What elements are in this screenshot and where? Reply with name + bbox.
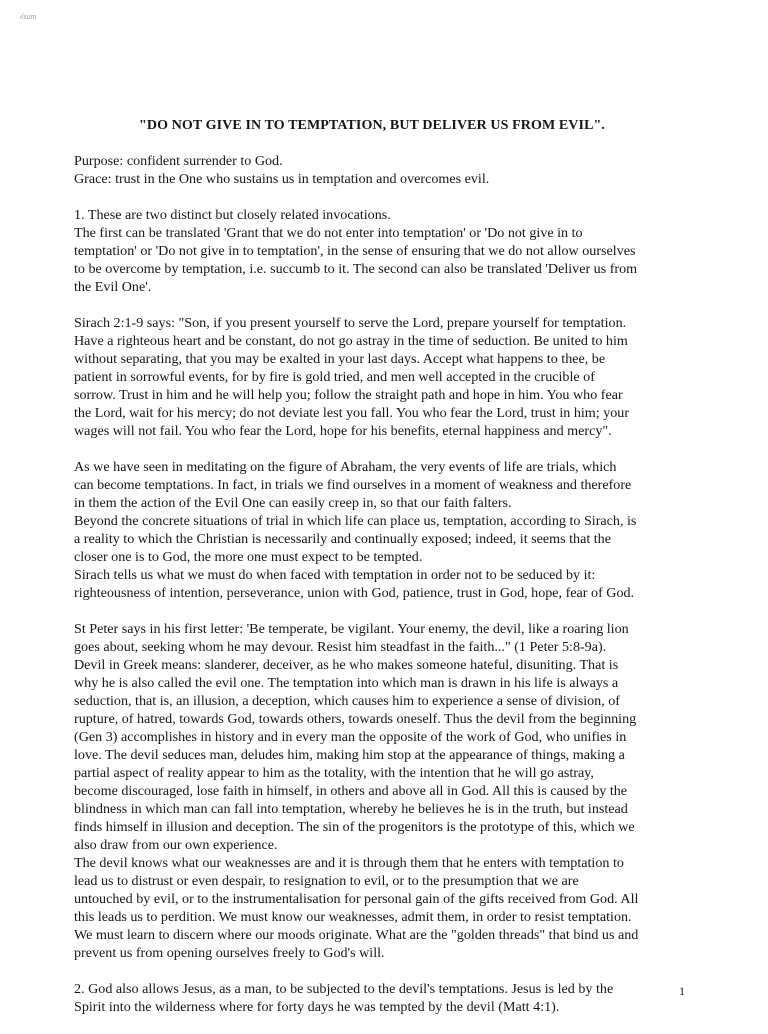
intro-block: [74, 152, 670, 188]
text-line: also draw from our own experience.: [74, 837, 278, 853]
paragraph: [74, 980, 670, 1016]
text-line: Have a righteous heart and be constant, do not go astray in the time of seduction. Be united to him: [74, 333, 628, 349]
text-line: As we have seen in meditating on the figure of Abraham, the very events of life are trials, which: [74, 459, 617, 475]
text-line: become discouraged, lose faith in himself, in others and above all in God. All this is caused by the: [74, 783, 628, 799]
text-line: St Peter says in his first letter: 'Be temperate, be vigilant. Your enemy, the devil, like a roaring lion: [74, 621, 629, 637]
page-number: 1: [679, 984, 685, 998]
text-line: sorrow. Trust in him and he will help you; follow the straight path and hope in him. You who fear: [74, 387, 623, 403]
text-line: Spirit into the wilderness where for forty days he was tempted by the devil (Matt 4:1).: [74, 999, 560, 1015]
text-line: a reality to which the Christian is necessarily and continually exposed; indeed, it seems that the: [74, 531, 611, 547]
text-line: finds himself in illusion and deception. The sin of the progenitors is the prototype of this, which we: [74, 819, 635, 835]
document-title: "DO NOT GIVE IN TO TEMPTATION, BUT DELIVER US FROM EVIL".: [139, 118, 605, 133]
text-line: rupture, of hatred, towards God, towards others, towards oneself. Thus the devil from the beginning: [74, 711, 637, 727]
body-text: [74, 206, 670, 1016]
text-line: 2. God also allows Jesus, as a man, to be subjected to the devil's temptations. Jesus is led by the: [74, 981, 614, 997]
purpose-line: Purpose: confident surrender to God.: [74, 153, 283, 169]
text-line: prevent us from opening ourselves freely to God's will.: [74, 945, 385, 961]
text-line: can become temptations. In fact, in trials we find ourselves in a moment of weakness and therefore: [74, 477, 632, 493]
text-line: blindness in which man can fall into temptation, whereby he believes he is in the truth, but instead: [74, 801, 628, 817]
text-line: Devil in Greek means: slanderer, deceiver, as he who makes someone hateful, disuniting. That is: [74, 657, 619, 673]
paragraph: [74, 620, 670, 962]
text-line: without separating, that you may be exalted in your last days. Accept what happens to thee, be: [74, 351, 606, 367]
text-line: Sirach 2:1-9 says: "Son, if you present yourself to serve the Lord, prepare yourself for temptation.: [74, 315, 627, 331]
text-line: We must learn to discern where our moods originate. What are the "golden threads" that bind us and: [74, 927, 639, 943]
grace-line: Grace: trust in the One who sustains us in temptation and overcomes evil.: [74, 171, 490, 187]
paragraph: [74, 458, 670, 602]
paragraph: [74, 206, 670, 296]
text-line: righteousness of intention, perseverance, union with God, patience, trust in God, hope, fear of God.: [74, 585, 635, 601]
text-line: Beyond the concrete situations of trial in which life can place us, temptation, according to Sirach, is: [74, 513, 637, 529]
text-line: (Gen 3) accomplishes in history and in every man the opposite of the work of God, who unifies in: [74, 729, 627, 745]
text-line: Sirach tells us what we must do when faced with temptation in order not to be seduced by it:: [74, 567, 596, 583]
text-line: goes about, seeking whom he may devour. Resist him steadfast in the faith..." (1 Peter 5:8-9a).: [74, 639, 607, 655]
text-line: this leads us to perdition. We must know our weaknesses, admit them, in order to resist temptation.: [74, 909, 632, 925]
text-line: the Evil One'.: [74, 279, 152, 295]
scan-mark: ésam: [20, 12, 37, 21]
text-line: love. The devil seduces man, deludes him, making him stop at the appearance of things, making a: [74, 747, 625, 763]
text-line: temptation' or 'Do not give in to temptation', in the sense of ensuring that we do not allow ourselves: [74, 243, 636, 259]
text-line: seduction, that is, an illusion, a deception, which causes him to experience a sense of division, of: [74, 693, 620, 709]
text-line: in them the action of the Evil One can easily creep in, so that our faith falters.: [74, 495, 512, 511]
text-line: 1. These are two distinct but closely related invocations.: [74, 207, 391, 223]
text-line: closer one is to God, the more one must expect to be tempted.: [74, 549, 423, 565]
text-line: partial aspect of reality appear to him as the totality, with the intention that he will go astray,: [74, 765, 594, 781]
text-line: The devil knows what our weaknesses are and it is through them that he enters with temptation to: [74, 855, 624, 871]
text-line: untouched by evil, or to the instrumentalisation for personal gain of the gifts received from God. All: [74, 891, 639, 907]
text-line: patient in sorrowful events, for by fire is gold tried, and men well accepted in the crucible of: [74, 369, 595, 385]
text-line: the Lord, wait for his mercy; do not deviate lest you fall. You who fear the Lord, trust in him; your: [74, 405, 630, 421]
text-line: why he is also called the evil one. The temptation into which man is drawn in his life is always a: [74, 675, 619, 691]
document-page: [74, 117, 670, 1034]
text-line: lead us to distrust or even despair, to resignation to evil, or to the presumption that we are: [74, 873, 579, 889]
paragraph: [74, 314, 670, 440]
text-line: wages will not fail. You who fear the Lord, hope for his benefits, eternal happiness and mercy".: [74, 423, 612, 439]
text-line: to be overcome by temptation, i.e. succumb to it. The second can also be translated 'Deliver us from: [74, 261, 638, 277]
text-line: The first can be translated 'Grant that we do not enter into temptation' or 'Do not give in to: [74, 225, 583, 241]
